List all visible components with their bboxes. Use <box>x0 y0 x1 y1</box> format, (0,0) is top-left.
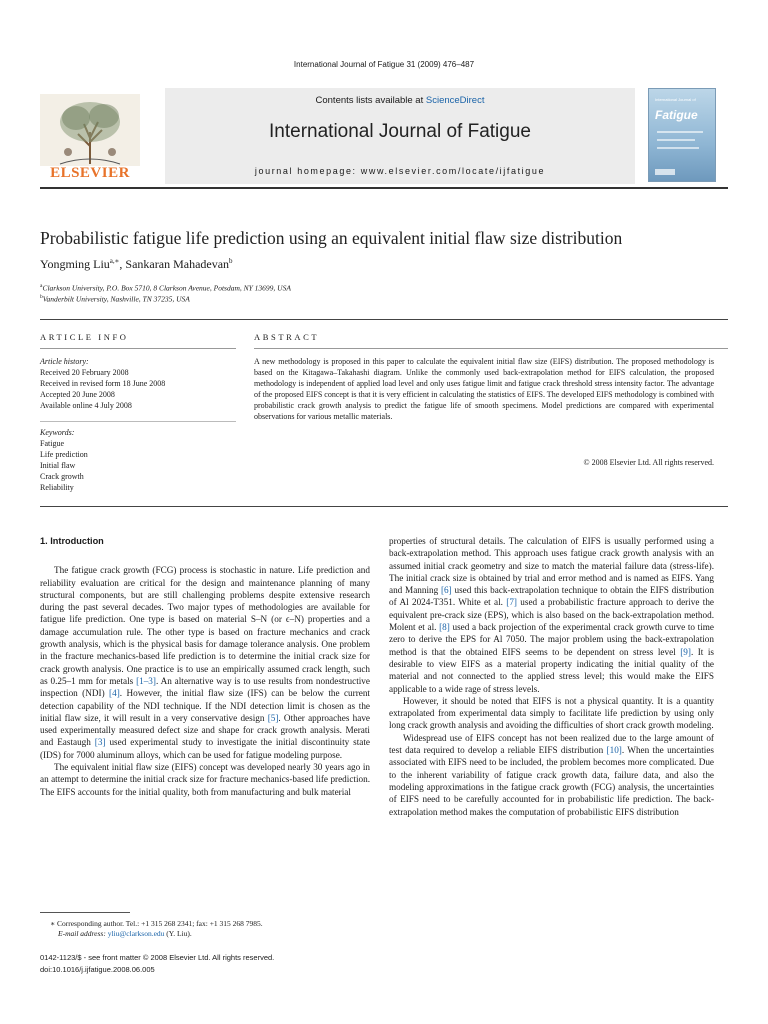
paragraph-text: used experimental study to investigate the initial discontinuity state (IDS) for 7000 aluminum alloys, which can be used for fatigue modeling purpose. <box>40 737 370 760</box>
affiliation: $^a$Clarkson University, P.O. Box 5710, 8 Clarkson Avenue, Potsdam, NY 13699, USA <box>40 283 291 293</box>
history-item: Received 20 February 2008 <box>40 368 129 377</box>
keyword: Life prediction <box>40 450 88 459</box>
footnote-text: Corresponding author. Tel.: +1 315 268 2341; fax: +1 315 268 7985. <box>56 919 263 928</box>
paragraph-text: properties of structural details. The calculation of EIFS is usually performed using a back-extrapolation method. This approach uses fatigue crack growth analysis with an assumed initial crack geometry and size to match the material failure data (stress-life). The initial crack size is obtained by trial and error method and is named as EIFS. Yang and Manning <box>389 536 714 596</box>
history-item: Accepted 20 June 2008 <box>40 390 115 399</box>
footnote-rule <box>40 912 130 913</box>
paragraph-text: The equivalent initial flaw size (EIFS) concept was developed nearly 30 years ago in an attempt to determine the initial crack size for fracture mechanics-based life prediction. The EIFS accounts for the initial quality, both from manufacturing and bulk material <box>40 762 370 797</box>
author-list: Yongming Liu$^{a,∗}$, Sankaran Mahadevan$^b$ <box>40 257 233 271</box>
masthead <box>40 88 728 188</box>
masthead-rule <box>40 187 728 189</box>
reference-link[interactable]: [4] <box>109 688 120 699</box>
reference-link[interactable]: [1–3] <box>136 675 156 686</box>
paragraph-text: . However, the initial flaw size (IFS) can be below the current detection capability of the NDI technique. If the NDI detection limit is chosen as the initial flaw size, it will result in a very conservative design <box>40 688 370 723</box>
paragraph-text: . When the uncertainties associated with EIFS need to be included, the problem becomes more complicated. Due to the inherent variability of fatigue crack growth data, failure data, and also the modeling approximations in the fatigue crack growth (FCG) analysis, the uncertainties of EIFS need to be carefully accounted for in probabilistic life prediction. The back-extrapolation method makes the computation of probabilistic EIFS distribution <box>389 745 715 817</box>
paragraph <box>40 564 370 761</box>
contents-lists-line: Contents lists available at ScienceDirect <box>315 95 485 106</box>
author-name[interactable]: Yongming Liu <box>40 257 110 271</box>
journal-citation: International Journal of Fatigue 31 (2009) 476–487 <box>293 60 475 69</box>
reference-link[interactable]: [8] <box>439 622 450 633</box>
author-affiliation-mark[interactable]: a,∗ <box>109 257 120 265</box>
keywords-label: Keywords: <box>40 428 75 437</box>
cover-title: Fatigue <box>655 108 698 122</box>
reference-link[interactable]: [7] <box>506 597 517 608</box>
keyword: Fatigue <box>40 439 64 448</box>
journal-cover-image[interactable] <box>648 88 716 182</box>
affiliation: $^b$Vanderbilt University, Nashville, TN 37235, USA <box>40 294 190 304</box>
cover-decoration <box>657 139 695 141</box>
left-column <box>40 535 370 798</box>
paragraph-text: used this back-extrapolation technique to obtain the EIFS distribution of Al 2024-T351. White et al. <box>389 585 714 608</box>
section-divider <box>254 348 728 349</box>
paragraph-text: . It is desirable to view EIFS as a material property indicating the initial quality of the material and not connected to the applied stress level; this would make the EIFS applicable to a wide rage of stress levels. <box>389 646 714 694</box>
history-label: Article history: <box>40 357 89 366</box>
keyword: Reliability <box>40 483 74 492</box>
history-item: Received in revised form 18 June 2008 <box>40 379 166 388</box>
keywords <box>40 427 240 493</box>
paragraph-text: . Other approaches have used experimentally measured defect size and shape for crack growth analysis. Merati and Eastaugh <box>40 712 370 748</box>
right-column <box>389 535 714 818</box>
paragraph-text: Widespread use of EIFS concept has not been realized due to the large amount of test data required to develop a reliable EIFS distribution <box>389 732 714 756</box>
keyword: Crack growth <box>40 472 84 481</box>
journal-homepage[interactable]: journal homepage: www.elsevier.com/locate/ijfatigue <box>254 166 546 176</box>
paragraph <box>389 535 714 695</box>
footnote-mark: ∗ <box>50 919 56 928</box>
doi-line[interactable]: doi:10.1016/j.ijfatigue.2008.06.005 <box>40 965 155 974</box>
paragraph-text: The fatigue crack growth (FCG) process is stochastic in nature. Life prediction and reliability evaluation are critical for the design and maintenance planning of many structural components, but are still challenging problems despite extensive research during the past several decades. Two major types of methodologies are available for fatigue life prediction. One type is based on material S–N (or ϵ–N) properties and a damage accumulation rule. The other type is based on fracture mechanics and crack growth analysis, which is the physical basis for damage tolerance analysis. One problem in the fracture mechanics-based life prediction is to determine the initial crack size for crack growth analysis. One practice is to use an empirically assumed crack length, such as 0.25–1 mm for metals <box>40 565 370 686</box>
abstract-heading: ABSTRACT <box>254 332 320 342</box>
front-matter-line: 0142-1123/$ - see front matter © 2008 Elsevier Ltd. All rights reserved. <box>40 953 275 962</box>
author-name[interactable]: Sankaran Mahadevan <box>125 257 230 271</box>
paragraph-text: However, it should be noted that EIFS is not a physical quantity. It is a quantity extrapolated from experimental data simply to facilitate life prediction by using only long crack growth analysis and avoiding the difficulties of short crack growth modeling. <box>389 695 714 731</box>
history-item: Available online 4 July 2008 <box>40 401 132 410</box>
sciencedirect-link[interactable]: ScienceDirect <box>425 95 485 106</box>
section-divider <box>40 319 728 320</box>
section-divider <box>40 421 236 422</box>
journal-title: International Journal of Fatigue <box>269 121 531 142</box>
footnote: ∗ Corresponding author. Tel.: +1 315 268 2341; fax: +1 315 268 7985. E-mail address: yliu@clarkson.edu (Y. Liu). <box>50 919 263 938</box>
email-link[interactable]: yliu@clarkson.edu <box>107 929 165 938</box>
cover-decoration <box>657 131 703 133</box>
copyright-notice: © 2008 Elsevier Ltd. All rights reserved. <box>583 458 714 467</box>
elsevier-wordmark: ELSEVIER <box>50 165 130 181</box>
cover-decoration <box>657 147 699 149</box>
section-heading: 1. Introduction <box>40 536 104 546</box>
reference-link[interactable]: [10] <box>606 745 622 756</box>
journal-banner <box>165 88 635 184</box>
paragraph-text: used a probabilistic fracture approach to derive the equivalent pre-crack size (EPS), which is also based on the back-extrapolation method. Molent et al. <box>389 597 714 633</box>
reference-link[interactable]: [5] <box>267 712 279 723</box>
cover-small-title: International Journal of <box>655 97 696 102</box>
cover-publisher-mark <box>655 169 675 175</box>
paragraph <box>389 732 714 818</box>
reference-link[interactable]: [6] <box>441 585 452 596</box>
section-divider <box>40 506 728 507</box>
keyword: Initial flaw <box>40 461 76 470</box>
email-label: E-mail address: <box>58 929 108 938</box>
article-history <box>40 356 240 411</box>
section-divider <box>40 348 236 349</box>
elsevier-tree-logo[interactable] <box>40 94 140 182</box>
paragraph <box>40 761 370 798</box>
author-affiliation-mark[interactable]: b <box>229 257 233 265</box>
paragraph-text: . An alternative way is to use results from nondestructive inspection (NDI) <box>40 675 370 699</box>
paragraph <box>389 695 714 732</box>
reference-link[interactable]: [3] <box>94 737 106 748</box>
article-info-heading: ARTICLE INFO <box>40 332 129 342</box>
paragraph-text: used a back projection of the experimental crack growth curve to time zero to derive the EPS for Al 7050. The major problem using the back-extrapolation method is that the obtained EIFS seems to be dependent on stress level <box>389 622 714 657</box>
abstract-body: A new methodology is proposed in this paper to calculate the equivalent initial flaw size (EIFS) distribution. The proposed methodology is based on the Kitagawa–Takahashi diagram. Unlike the commonly used back-extrapolation method for EIFS calculation, the proposed methodology is independent of applied load level and only uses fatigue limit and fatigue crack threshold stress intensity factor. The advantage of the proposed EIFS concept is that it is very efficient in calculating the statistics of EIFS. The developed EIFS methodology is combined with probabilistic crack growth analysis to predict the fatigue life of smooth specimens. Model predictions are compared with experimental observations for various metallic materials. <box>254 357 714 421</box>
article-title: Probabilistic fatigue life prediction using an equivalent initial flaw size distribution <box>40 228 623 248</box>
reference-link[interactable]: [9] <box>680 646 691 657</box>
